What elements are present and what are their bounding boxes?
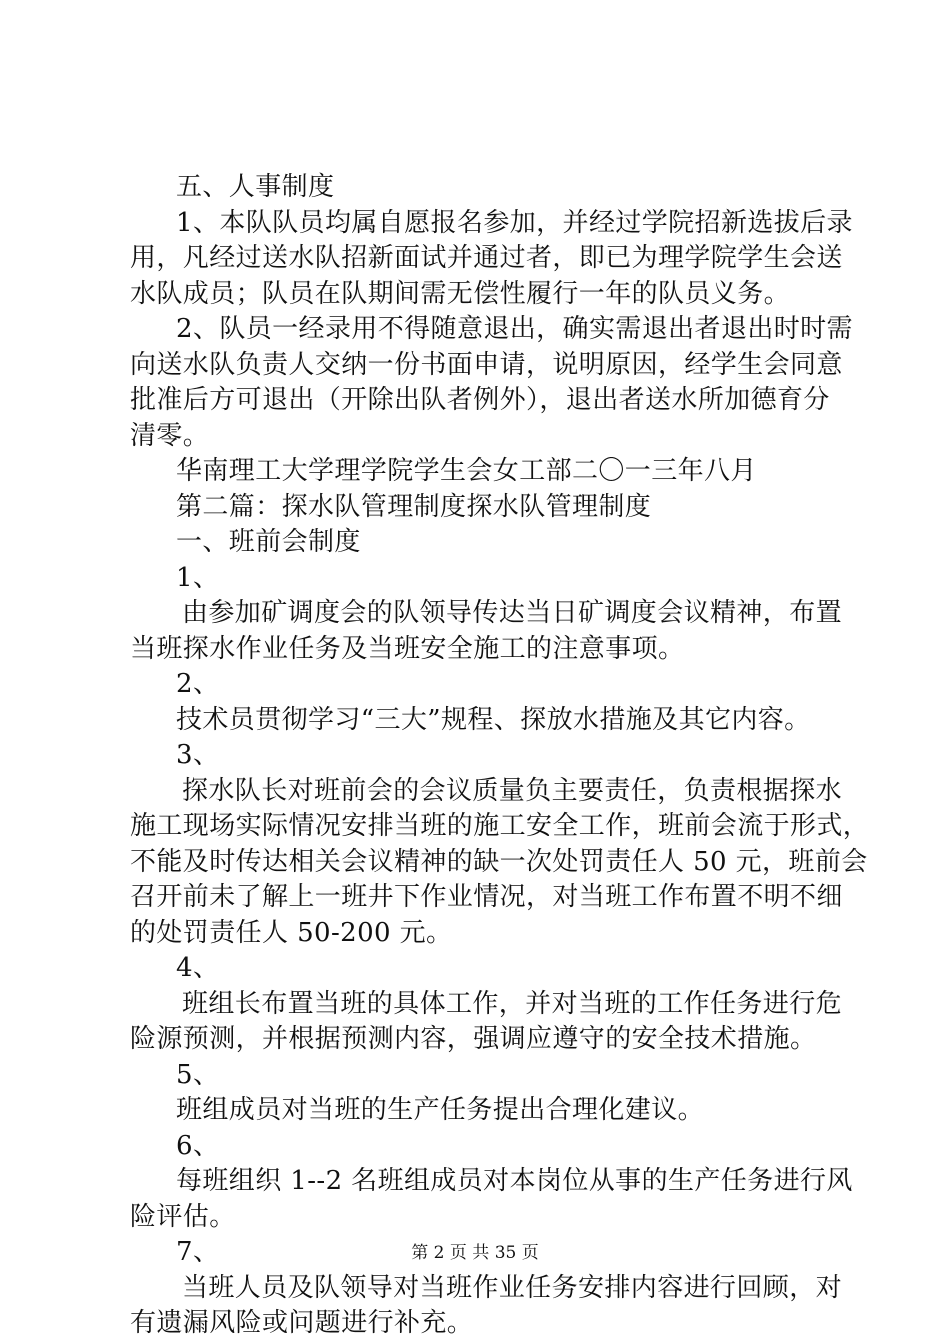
text-line: 班组成员对当班的生产任务提出合理化建议。: [176, 1095, 705, 1125]
text-line: 1、: [176, 562, 220, 593]
text-line: 华南理工大学理学院学生会女工部二〇一三年八月: [176, 456, 757, 486]
text-line: 2、: [176, 669, 220, 699]
text-line: 4、: [176, 953, 220, 983]
text-line: 1、本队队员均属自愿报名参加，并经过学院招新选拔后录: [176, 207, 853, 238]
text-line: 技术员贯彻学习“三大”规程、探放水措施及其它内容。: [176, 704, 811, 735]
text-line: 水队成员；队员在队期间需无偿性履行一年的队员义务。: [130, 278, 791, 309]
text-line: 不能及时传达相关会议精神的缺一次处罚责任人 50 元，班前会: [130, 846, 868, 877]
document-body: [130, 170, 870, 1342]
text-line: 每班组织 1--2 名班组成员对本岗位从事的生产任务进行风: [176, 1166, 853, 1196]
text-line: 7、: [176, 1237, 220, 1267]
text-line: 险评估。: [130, 1201, 236, 1232]
text-line: 当班探水作业任务及当班安全施工的注意事项。: [130, 633, 685, 664]
text-line: 探水队长对班前会的会议质量负主要责任，负责根据探水: [182, 775, 843, 806]
text-line: 施工现场实际情况安排当班的施工安全工作，班前会流于形式，: [130, 811, 870, 841]
text-line: 向送水队负责人交纳一份书面申请，说明原因，经学生会同意: [130, 349, 843, 380]
text-line: 第二篇：探水队管理制度探水队管理制度: [176, 491, 652, 522]
text-line: 清零。: [130, 420, 210, 451]
text-line: 班组长布置当班的具体工作，并对当班的工作任务进行危: [182, 988, 843, 1019]
text-line: 的处罚责任人 50-200 元。: [130, 917, 453, 948]
text-line: 当班人员及队领导对当班作业任务安排内容进行回顾，对: [182, 1272, 843, 1303]
page-footer: 第 2 页 共 35 页: [411, 1243, 539, 1263]
text-line: 有遗漏风险或问题进行补充。: [130, 1308, 474, 1338]
text-line: 五、人事制度: [176, 172, 335, 202]
text-line: 批准后方可退出（开除出队者例外），退出者送水所加德育分: [130, 385, 830, 415]
text-line: 5、: [176, 1059, 220, 1090]
text-line: 召开前未了解上一班井下作业情况，对当班工作布置不明不细: [130, 882, 843, 912]
text-line: 6、: [176, 1130, 220, 1161]
text-line: 2、队员一经录用不得随意退出，确实需退出者退出时时需: [176, 314, 853, 344]
text-line: 一、班前会制度: [176, 527, 361, 557]
text-line: 用，凡经过送水队招新面试并通过者，即已为理学院学生会送: [130, 243, 843, 273]
text-line: 3、: [176, 740, 220, 770]
text-line: 由参加矿调度会的队领导传达当日矿调度会议精神，布置: [182, 598, 843, 628]
text-line: 险源预测，并根据预测内容，强调应遵守的安全技术措施。: [130, 1024, 817, 1054]
